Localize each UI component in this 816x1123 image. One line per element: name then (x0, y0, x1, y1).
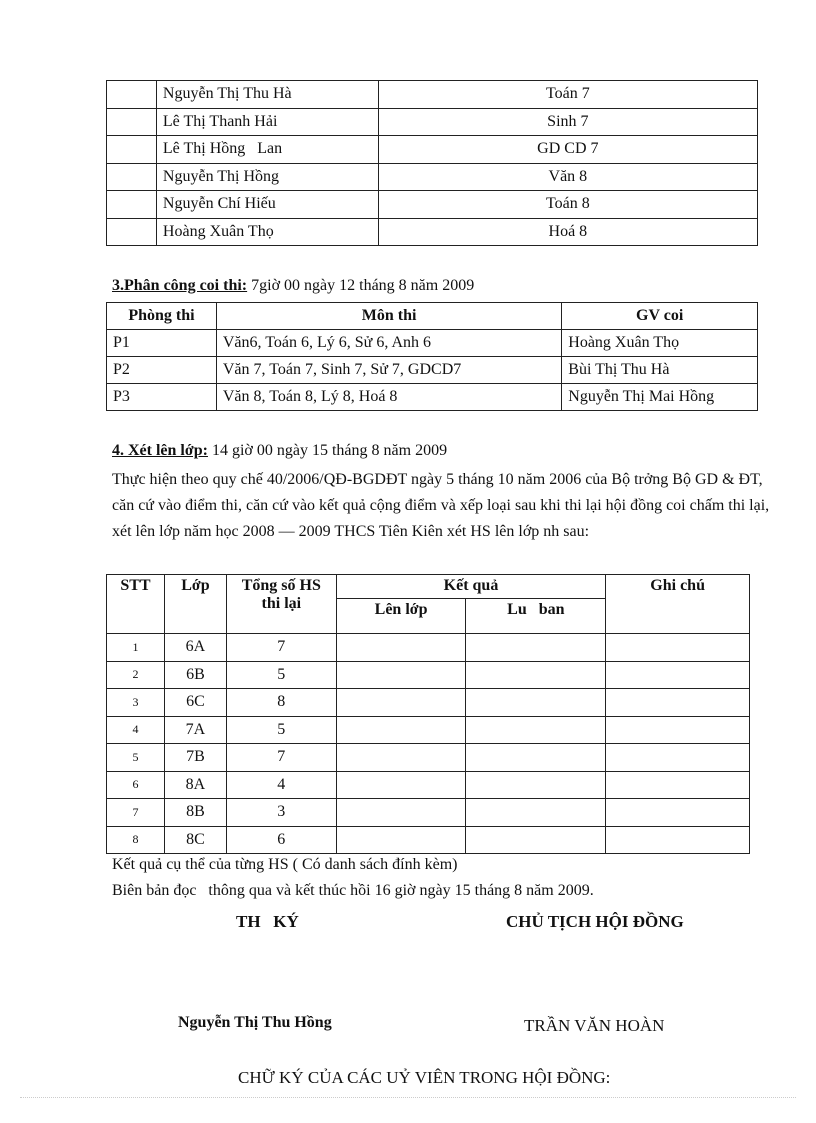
proctor-table (106, 302, 758, 411)
class-cell: 8B (164, 799, 226, 827)
section4-paragraph: Thực hiện theo quy chế 40/2006/QĐ-BGDĐT ngày 5 tháng 10 năm 2006 của Bộ trởng Bộ GD & ĐT, căn cứ vào điểm thi, căn cứ vào kết quả cộng điểm và xếp loại sau khi thi lại hội đồng coi chấm thi lại, xét lên lớp năm học 2008 — 2009 THCS Tiên Kiên xét HS lên lớp nh sau: (112, 471, 770, 540)
teacher-name-cell: Nguyễn Thị Hồng (156, 163, 378, 191)
table-row (107, 689, 750, 717)
stt-cell (107, 191, 157, 219)
count-cell: 7 (226, 744, 336, 772)
class-cell: 7B (164, 744, 226, 772)
secretary-title: TH KÝ (236, 912, 299, 931)
proctor-cell: Nguyễn Thị Mai Hồng (562, 384, 758, 411)
stt-cell: 4 (107, 716, 165, 744)
section4-title: 4. Xét lên lớp: (112, 442, 208, 459)
room-cell: P1 (107, 330, 217, 357)
page-cutoff (0, 1094, 816, 1123)
members-signature-title: CHỮ KÝ CỦA CÁC UỶ VIÊN TRONG HỘI ĐỒNG: (238, 1068, 611, 1087)
table-row (107, 191, 758, 219)
count-cell: 5 (226, 716, 336, 744)
table-row (107, 81, 758, 109)
retained-cell (466, 716, 606, 744)
promotion-table (106, 574, 750, 854)
promoted-cell (336, 716, 466, 744)
count-cell: 3 (226, 799, 336, 827)
table-row (107, 357, 758, 384)
promoted-header: Lên lớp (336, 599, 466, 634)
retained-cell (466, 771, 606, 799)
promoted-cell (336, 799, 466, 827)
stt-cell: 1 (107, 634, 165, 662)
proctor-cell: Bùi Thị Thu Hà (562, 357, 758, 384)
teacher-name-cell: Hoàng Xuân Thọ (156, 218, 378, 246)
stt-cell: 7 (107, 799, 165, 827)
note-header: Ghi chú (606, 575, 750, 634)
class-cell: 7A (164, 716, 226, 744)
stt-cell: 2 (107, 661, 165, 689)
stt-cell (107, 136, 157, 164)
retained-cell (466, 661, 606, 689)
table-row (107, 330, 758, 357)
table-row (107, 218, 758, 246)
subject-cell: Hoá 8 (378, 218, 757, 246)
room-cell: P2 (107, 357, 217, 384)
teachers-table-body (107, 81, 758, 246)
chair-name: TRẦN VĂN HOÀN (524, 1016, 665, 1035)
retained-cell (466, 689, 606, 717)
room-header: Phòng thi (107, 303, 217, 330)
note-cell (606, 716, 750, 744)
count-cell: 5 (226, 661, 336, 689)
chair-title: CHỦ TỊCH HỘI ĐỒNG (506, 912, 684, 931)
subject-cell: Văn 8 (378, 163, 757, 191)
subject-cell: GD CD 7 (378, 136, 757, 164)
note-cell (606, 799, 750, 827)
section4-heading (112, 442, 447, 460)
subjects-cell: Văn 7, Toán 7, Sinh 7, Sử 7, GDCD7 (216, 357, 561, 384)
table-row (107, 716, 750, 744)
subjects-cell: Văn6, Toán 6, Lý 6, Sử 6, Anh 6 (216, 330, 561, 357)
teachers-table (106, 80, 758, 246)
subject-cell: Sinh 7 (378, 108, 757, 136)
table-header-row (107, 303, 758, 330)
table-row (107, 163, 758, 191)
class-cell: 6B (164, 661, 226, 689)
table-row (107, 744, 750, 772)
stt-cell: 6 (107, 771, 165, 799)
promoted-cell (336, 634, 466, 662)
table-row (107, 136, 758, 164)
proctor-header: GV coi (562, 303, 758, 330)
stt-cell: 3 (107, 689, 165, 717)
room-cell: P3 (107, 384, 217, 411)
teacher-name-cell: Nguyễn Thị Thu Hà (156, 81, 378, 109)
section3-title: 3.Phân công coi thi: (112, 277, 248, 294)
teacher-name-cell: Lê Thị Thanh Hải (156, 108, 378, 136)
note-cell (606, 634, 750, 662)
section3-time: 7giờ 00 ngày 12 tháng 8 năm 2009 (247, 277, 475, 294)
promoted-cell (336, 661, 466, 689)
retained-cell (466, 634, 606, 662)
class-cell: 8A (164, 771, 226, 799)
subjects-header: Môn thi (216, 303, 561, 330)
subject-cell: Toán 7 (378, 81, 757, 109)
proctor-cell: Hoàng Xuân Thọ (562, 330, 758, 357)
table-row (107, 661, 750, 689)
table-row (107, 108, 758, 136)
table-row (107, 826, 750, 854)
note-cell (606, 771, 750, 799)
secretary-name: Nguyễn Thị Thu Hồng (178, 1014, 332, 1031)
class-cell: 8C (164, 826, 226, 854)
page-edge-divider (20, 1097, 796, 1098)
table-row (107, 799, 750, 827)
result-header: Kết quả (336, 575, 606, 599)
table-row (107, 384, 758, 411)
teacher-name-cell: Nguyễn Chí Hiếu (156, 191, 378, 219)
stt-cell (107, 108, 157, 136)
note-cell (606, 689, 750, 717)
stt-header: STT (107, 575, 165, 634)
count-header: Tổng số HS thi lại (226, 575, 336, 634)
retained-cell (466, 744, 606, 772)
note-cell (606, 826, 750, 854)
retained-cell (466, 799, 606, 827)
table-row (107, 771, 750, 799)
stt-cell (107, 218, 157, 246)
section3-heading (112, 277, 474, 295)
class-cell: 6C (164, 689, 226, 717)
stt-cell: 5 (107, 744, 165, 772)
promoted-cell (336, 826, 466, 854)
count-cell: 7 (226, 634, 336, 662)
promoted-cell (336, 689, 466, 717)
stt-cell (107, 81, 157, 109)
count-cell: 4 (226, 771, 336, 799)
stt-cell (107, 163, 157, 191)
promoted-cell (336, 771, 466, 799)
count-cell: 6 (226, 826, 336, 854)
note-cell (606, 661, 750, 689)
retained-cell (466, 826, 606, 854)
class-cell: 6A (164, 634, 226, 662)
section4-time: 14 giờ 00 ngày 15 tháng 8 năm 2009 (207, 442, 448, 459)
promoted-cell (336, 744, 466, 772)
note-cell (606, 744, 750, 772)
subjects-cell: Văn 8, Toán 8, Lý 8, Hoá 8 (216, 384, 561, 411)
closing-note: Biên bản đọc thông qua và kết thúc hồi 16 giờ ngày 15 tháng 8 năm 2009. (112, 882, 594, 899)
table-header-row (107, 575, 750, 599)
count-cell: 8 (226, 689, 336, 717)
retained-header: Lu ban (466, 599, 606, 634)
teacher-name-cell: Lê Thị Hồng Lan (156, 136, 378, 164)
subject-cell: Toán 8 (378, 191, 757, 219)
table-row (107, 634, 750, 662)
stt-cell: 8 (107, 826, 165, 854)
results-note: Kết quả cụ thể của từng HS ( Có danh sách đính kèm) (112, 856, 458, 873)
class-header: Lớp (164, 575, 226, 634)
